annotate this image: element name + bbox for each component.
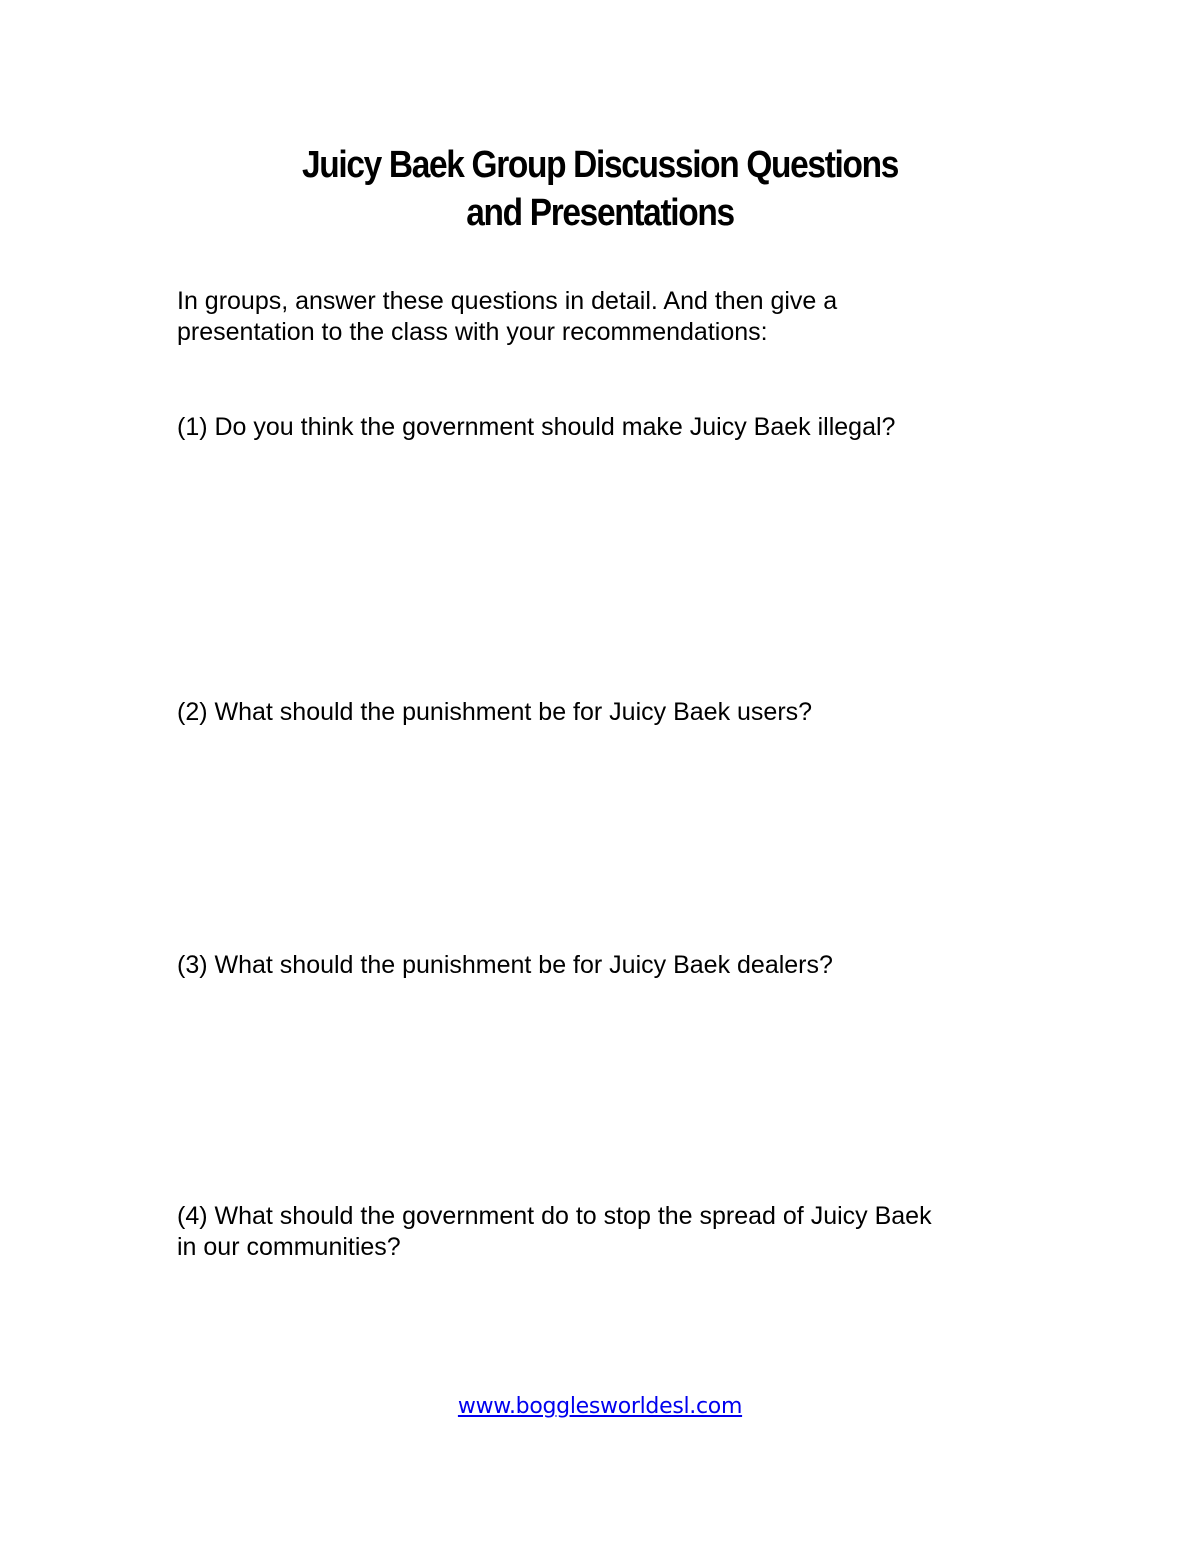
page-title-line-2: and Presentations (466, 192, 734, 234)
footer (0, 1392, 1200, 1422)
question-4-text-line-1: (4) What should the government do to stop the spread of Juicy Baek (177, 1202, 932, 1230)
question-3-text: (3) What should the punishment be for Juicy Baek dealers? (177, 951, 833, 979)
question-1-text: (1) Do you think the government should make Juicy Baek illegal? (177, 413, 896, 441)
question-2 (177, 697, 1037, 728)
question-2-text: (2) What should the punishment be for Juicy Baek users? (177, 698, 813, 726)
question-1 (177, 412, 1037, 443)
instructions-line-2: presentation to the class with your recommendations: (177, 318, 768, 346)
question-4-text-line-2: in our communities? (177, 1233, 401, 1261)
instructions-line-1: In groups, answer these questions in detail. And then give a (177, 287, 838, 315)
page-title-line-1: Juicy Baek Group Discussion Questions (301, 144, 898, 186)
instructions (177, 286, 1037, 348)
question-3 (177, 950, 1037, 981)
question-4 (177, 1201, 1037, 1263)
website-link[interactable]: www.bogglesworldesl.com (457, 1394, 743, 1419)
